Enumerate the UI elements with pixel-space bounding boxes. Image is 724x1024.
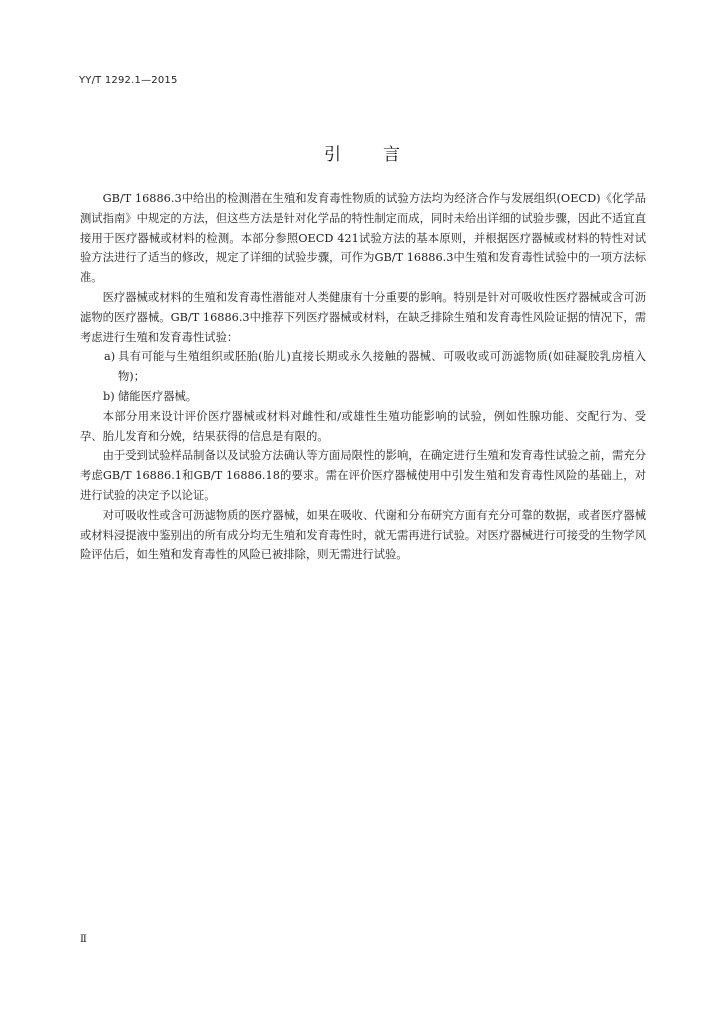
paragraph-4: 由于受到试验样品制备以及试验方法确认等方面局限性的影响，在确定进行生殖和发育毒性试验之前，需充分考虑GB/T 16886.1和GB/T 16886.18的要求。需在评价医疗器械使用中引发生殖和发育毒性风险的基础上，对进行试验的决定予以论证。	[80, 449, 646, 502]
list-text-a: 具有可能与生殖组织或胚胎(胎儿)直接长期或永久接触的器械、可吸收或可沥滤物质(如硅凝胶乳房植入物)；	[118, 350, 646, 384]
paragraph-3: 本部分用来设计评价医疗器械或材料对雌性和/或雄性生殖功能影响的试验，例如性腺功能、交配行为、受孕、胎儿发育和分娩，结果获得的信息是有限的。	[80, 409, 646, 443]
paragraph-5: 对可吸收性或含可沥滤物质的医疗器械，如果在吸收、代谢和分布研究方面有充分可靠的数据，或者医疗器械或材料浸提液中鉴别出的所有成分均无生殖和发育毒性时，就无需再进行试验。对医疗器械进行可接受的生物学风险评估后，如生殖和发育毒性的风险已被排除，则无需进行试验。	[80, 508, 646, 562]
page-title: 引言	[324, 145, 442, 165]
document-body	[80, 189, 646, 565]
list-marker-b: b)	[103, 389, 115, 403]
paragraph-2: 医疗器械或材料的生殖和发育毒性潜能对人类健康有十分重要的影响。特别是针对可吸收性医疗器械或含可沥滤物的医疗器械。GB/T 16886.3中推荐下列医疗器械或材料，在缺乏排除生殖和发育毒性风险证据的情况下，需考虑进行生殖和发育毒性试验：	[80, 290, 646, 344]
list-item-a	[80, 347, 646, 387]
standard-code: YY/T 1292.1—2015	[79, 75, 178, 86]
list-marker-a: a)	[104, 350, 116, 364]
paragraph-1: GB/T 16886.3中给出的检测潜在生殖和发育毒性物质的试验方法均为经济合作与发展组织(OECD)《化学品测试指南》中规定的方法，但这些方法是针对化学品的特性制定而成，同时未给出详细的试验步骤，因此不适宜直接用于医疗器械或材料的检测。本部分参照OECD 421试验方法的基本原则，并根据医疗器械或材料的特性对试验方法进行了适当的修改，规定了详细的试验步骤，可作为GB/T 16886.3中生殖和发育毒性试验中的一项方法标准。	[80, 192, 646, 285]
list-item-b	[80, 387, 646, 407]
page-number: Ⅱ	[80, 934, 87, 945]
list-text-b: 储能医疗器械。	[118, 389, 198, 403]
